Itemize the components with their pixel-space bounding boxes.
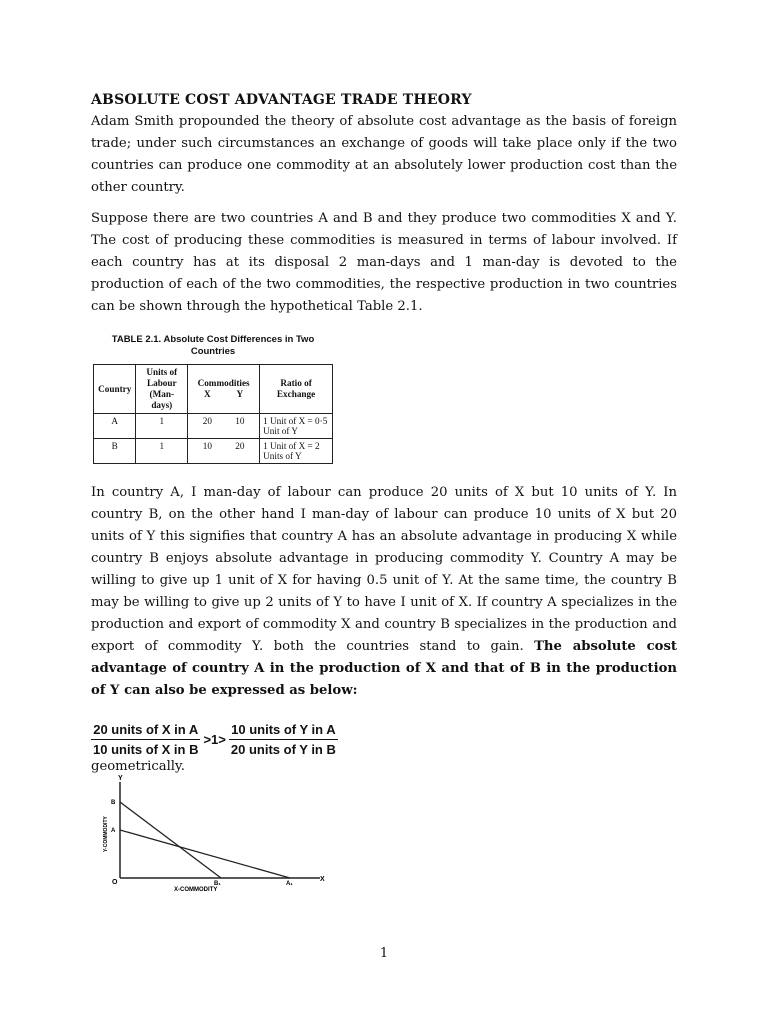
paragraph-setup: Suppose there are two countries A and B and they produce two commodities X and Y. The cost of producing these commodities is measured in terms of labour involved. If each country has at its disposal 2 man-days and 1 man-day is devoted to the production of each of the two commodities, the respective production in two countries can be shown through the hypothetical Table 2.1. [91, 211, 677, 314]
production-graph [94, 772, 344, 897]
header-country: Country [94, 365, 136, 414]
country-a-line [120, 830, 290, 878]
table-2-1 [93, 334, 333, 464]
label-a: A [111, 828, 116, 834]
header-ratio: Ratio of Exchange [260, 365, 333, 414]
table-header-row [94, 365, 333, 414]
x-axis-title: X-COMMODITY [174, 887, 218, 893]
label-b1: B₁ [214, 881, 221, 887]
header-commodities: Commodities X Y [188, 365, 260, 414]
label-a1: A₁ [286, 881, 293, 887]
header-units-of-labour: Units of Labour (Man-days) [136, 365, 188, 414]
table-row: B 1 10 20 1 Unit of X = 2 Units of Y [94, 439, 333, 464]
table-caption: TABLE 2.1. Absolute Cost Differences in Two Countries [111, 334, 315, 357]
paragraph-explanation: In country A, I man-day of labour can produce 20 units of X but 10 units of Y. In country B, on the other hand I man-day of labour can produce 10 units of X but 20 units of Y this signifies that country A has an absolute advantage in producing X while country B enjoys absolute advantage in producing commodity Y. Country A may be willing to give up 1 unit of X for having 0.5 unit of Y. At the same time, the country B may be willing to give up 2 units of Y to have I unit of X. If country A specializes in the production and export of commodity X and country B specializes in the production and export of commodity Y. both the countries stand to gain. The absolute cost advantage of country A in the production of X and that of B in the production of Y can also be expressed as below: [91, 485, 677, 698]
document-page [91, 92, 677, 774]
y-axis-title: Y-COMMODITY [103, 816, 109, 852]
geometrically-text: geometrically. [91, 759, 185, 774]
x-axis-letter: X [320, 876, 325, 883]
page-number: 1 [379, 946, 389, 961]
label-b: B [111, 800, 116, 806]
fraction-y: $\frac{\text{10 units of Y in A}}{\text{20 units of Y in B}}$ [230, 722, 336, 757]
table-row: A 1 20 10 1 Unit of X = 0·5 Unit of Y [94, 414, 333, 439]
origin-label: O [112, 879, 118, 886]
section-heading: ABSOLUTE COST ADVANTAGE TRADE THEORY [91, 92, 472, 108]
ratio-formula: $\frac{\text{20 units of X in A}}{\text{10 units of X in B}}$ >1> $\frac{\text{10 units of Y in A}}{\text{20 units of Y in B}}$ [93, 722, 336, 757]
y-axis-letter: Y [118, 775, 123, 782]
country-b-line [120, 802, 221, 878]
paragraph-intro: Adam Smith propounded the theory of absolute cost advantage as the basis of foreign trade; under such circumstances an exchange of goods will take place only if the two countries can produce one commodity at an absolutely lower production cost than the other country. [91, 114, 677, 195]
cost-table [93, 364, 333, 464]
fraction-x: $\frac{\text{20 units of X in A}}{\text{10 units of X in B}}$ [93, 722, 199, 757]
